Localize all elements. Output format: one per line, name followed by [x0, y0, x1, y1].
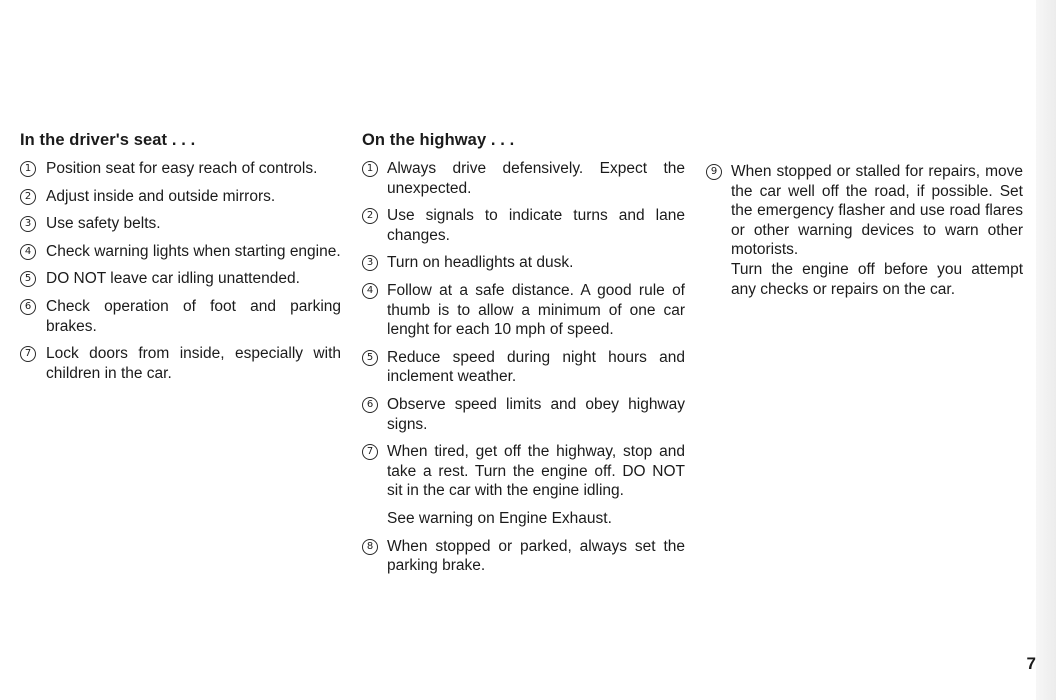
list-item: [20, 187, 341, 207]
item-text: Use signals to indicate turns and lane changes.: [387, 207, 685, 244]
item-text: When stopped or stalled for repairs, move the car well off the road, if possible. Set the emergency flasher and use road flares or other warning devices to warn other motorists.: [731, 163, 1023, 259]
circled-number: 2: [362, 208, 378, 224]
circled-number: 5: [362, 350, 378, 366]
highway-heading: On the highway . . .: [362, 131, 515, 149]
list-item: [20, 159, 341, 179]
list-item: [362, 206, 685, 245]
page-edge-shadow: [1036, 0, 1056, 700]
list-item: [20, 242, 341, 262]
item-text: Use safety belts.: [46, 215, 161, 233]
item-text: Observe speed limits and obey highway signs.: [387, 395, 685, 433]
highway-column: [362, 130, 685, 584]
item-text: Check warning lights when starting engine.: [46, 242, 341, 260]
drivers-seat-heading: In the driver's seat . . .: [20, 131, 196, 149]
circled-number: 7: [362, 444, 378, 460]
list-item: [362, 253, 685, 273]
item-text: Position seat for easy reach of controls.: [46, 160, 318, 177]
circled-number: 1: [362, 161, 378, 177]
list-item: [362, 159, 685, 198]
list-item: [362, 281, 685, 340]
repairs-column: [706, 162, 1023, 299]
circled-number: 7: [20, 346, 36, 362]
item-text: When stopped or parked, always set the parking brake.: [387, 537, 685, 575]
engine-off-paragraph: Turn the engine off before you attempt any checks or repairs on the car.: [731, 260, 1023, 298]
list-item: [362, 395, 685, 434]
circled-number: 6: [362, 397, 378, 413]
circled-number: 4: [362, 283, 378, 299]
item-text: Turn on headlights at dusk.: [387, 254, 574, 272]
item-text: Adjust inside and outside mirrors.: [46, 187, 276, 205]
item-text: Follow at a safe distance. A good rule of thumb is to allow a minimum of one car lenght for each 10 mph of speed.: [387, 281, 685, 339]
circled-number: 4: [20, 244, 36, 260]
page-number: 7: [1026, 654, 1036, 673]
list-item: [706, 162, 1023, 260]
circled-number: 5: [20, 271, 36, 287]
circled-number: 6: [20, 299, 36, 315]
circled-number: 3: [20, 216, 36, 232]
item-text: Check operation of foot and parking brakes.: [46, 297, 341, 335]
circled-number: 9: [706, 164, 722, 180]
list-item: [20, 269, 341, 289]
item-text: Always drive defensively. Expect the unexpected.: [387, 160, 685, 197]
list-item: [20, 297, 341, 336]
circled-number: 1: [20, 161, 36, 177]
list-item: [362, 537, 685, 576]
item-text: Lock doors from inside, especially with children in the car.: [46, 345, 341, 382]
circled-number: 2: [20, 189, 36, 205]
drivers-seat-column: [20, 130, 341, 391]
item-text: DO NOT leave car idling unattended.: [46, 270, 300, 288]
list-item: [20, 344, 341, 383]
list-item: [20, 214, 341, 234]
item-text: When tired, get off the highway, stop and take a rest. Turn the engine off. DO NOT sit in the car with the engine idling.: [387, 443, 685, 500]
engine-exhaust-note: See warning on Engine Exhaust.: [387, 509, 612, 527]
circled-number: 3: [362, 255, 378, 271]
list-item: [362, 442, 685, 501]
item-text: Reduce speed during night hours and inclement weather.: [387, 348, 685, 386]
list-item: [362, 348, 685, 387]
circled-number: 8: [362, 539, 378, 555]
